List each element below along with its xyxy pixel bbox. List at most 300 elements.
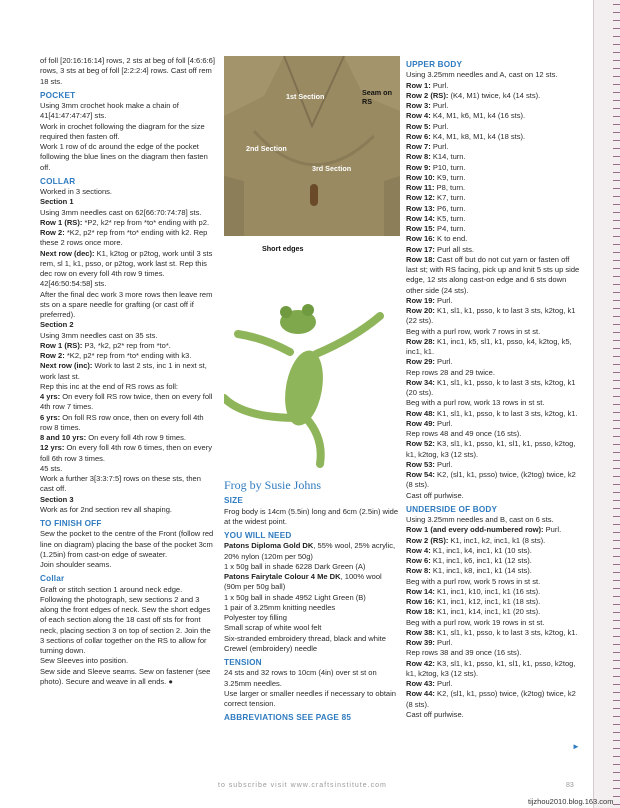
ruler-tick — [613, 404, 620, 405]
paragraph: Crewel (embroidery) needle — [224, 643, 318, 653]
pattern-row — [406, 587, 582, 597]
paragraph: Use larger or smaller needles if necessary to obtain correct tension. — [224, 688, 396, 708]
row-text: Cast off but do not cut yarn or fasten off last st; with RS facing, pick up and knit 5 sts up side edge, 12 sts along cast-on edge and 6 sts down other side (24 sts). — [406, 254, 580, 295]
ruler-tick — [613, 444, 620, 445]
ruler-tick — [613, 28, 620, 29]
ruler-tick — [613, 12, 620, 13]
paragraph: Beg with a purl row, work 5 rows in st st. — [406, 576, 541, 586]
row-label: Row 16: — [406, 597, 435, 606]
row-text: K2, (sl1, k1, psso) twice, (k2tog) twice, k2 (8 sts). — [406, 470, 576, 490]
paragraph: Beg with a purl row, work 13 rows in st st. — [406, 398, 545, 408]
row-label: Row 19: — [406, 295, 435, 305]
pattern-row — [40, 392, 216, 413]
ruler-tick — [613, 748, 620, 749]
row-text: , 100% wool (90m per 50g ball) — [224, 572, 382, 592]
paragraph: After the final dec work 3 more rows then leave rem sts on a spare needle for grafting (or cast off if preferred). — [40, 289, 213, 319]
row-text: Purl. — [434, 357, 453, 367]
row-label: Row 4: — [406, 545, 431, 555]
section-heading: SIZE — [224, 496, 243, 506]
label-short-edges: Short edges — [262, 244, 304, 253]
pattern-row — [406, 566, 582, 576]
ruler-tick — [613, 764, 620, 765]
ruler-tick — [613, 516, 620, 517]
pattern-row — [406, 460, 582, 470]
ruler-tick — [613, 172, 620, 173]
paragraph: Cast off purlwise. — [406, 490, 464, 500]
row-label: Row 49: — [406, 418, 435, 428]
frog-title: Frog by Susie Johns — [224, 478, 322, 492]
continue-arrow: ► — [572, 742, 580, 751]
section-heading: UNDERSIDE OF BODY — [406, 504, 498, 514]
paragraph: Worked in 3 sections. — [40, 187, 113, 196]
ruler-tick — [613, 612, 620, 613]
paragraph: of foll [20:16:16:14] rows, 2 sts at beg of foll [4:6:6:6] rows, 3 sts at beg of foll [2:2:2:4] rows. Cast off rem 18 sts. — [40, 56, 215, 86]
label-2nd-section: 2nd Section — [246, 144, 287, 153]
label-seam: Seam on RS — [362, 88, 392, 106]
row-text: Purl. — [434, 418, 453, 428]
ruler-tick — [613, 148, 620, 149]
label-1st-section: 1st Section — [286, 92, 325, 101]
row-text: Purl. — [434, 459, 453, 469]
row-label: Row 15: — [406, 224, 435, 233]
pattern-row — [406, 204, 582, 214]
row-text: K7, turn. — [434, 193, 466, 203]
ruler-tick — [613, 668, 620, 669]
row-label: Row 14: — [406, 586, 435, 596]
paragraph: Small scrap of white wool felt — [224, 623, 322, 633]
pattern-row — [406, 173, 582, 183]
paragraph: Work a further 3[3:3:7:5] rows on these sts, then cast off. — [40, 474, 201, 494]
ruler-tick — [613, 556, 620, 557]
row-label: Row 52: — [406, 439, 435, 449]
ruler-tick — [613, 772, 620, 773]
ruler-tick — [613, 44, 620, 45]
row-text: P4, turn. — [434, 224, 466, 233]
row-label: Row 5: — [406, 121, 431, 131]
measuring-ruler — [593, 0, 620, 808]
pattern-row — [406, 470, 582, 491]
ruler-tick — [613, 332, 620, 333]
ruler-tick — [613, 676, 620, 677]
ruler-tick — [613, 356, 620, 357]
ruler-tick — [613, 252, 620, 253]
ruler-tick — [613, 724, 620, 725]
ruler-tick — [613, 716, 620, 717]
row-text: K1, sl1, k1, psso, k to last 3 sts, k2tog, k1 (22 sts). — [406, 306, 576, 326]
ruler-tick — [613, 508, 620, 509]
row-text: K4, M1, k6, M1, k4 (16 sts). — [430, 111, 526, 121]
ruler-tick — [613, 212, 620, 213]
column-left — [40, 56, 216, 687]
ruler-tick — [613, 740, 620, 741]
row-label: Row 13: — [406, 203, 435, 213]
ruler-tick — [613, 68, 620, 69]
ruler-tick — [613, 92, 620, 93]
ruler-tick — [613, 116, 620, 117]
ruler-tick — [613, 236, 620, 237]
row-label: Row 3: — [406, 101, 431, 110]
ruler-tick — [613, 572, 620, 573]
ruler-tick — [613, 140, 620, 141]
row-text: K5, turn. — [434, 213, 466, 223]
ruler-tick — [613, 220, 620, 221]
sweater-photo — [224, 56, 400, 236]
row-text: Purl. — [430, 121, 449, 131]
ruler-tick — [613, 540, 620, 541]
pattern-row — [40, 341, 216, 351]
row-label: Row 44: — [406, 689, 435, 699]
ruler-tick — [613, 324, 620, 325]
row-label: 8 and 10 yrs: — [40, 433, 87, 442]
row-label: Patons Fairytale Colour 4 Me DK — [224, 572, 341, 581]
ruler-tick — [613, 604, 620, 605]
ruler-tick — [613, 708, 620, 709]
pattern-row — [406, 546, 582, 556]
ruler-tick — [613, 756, 620, 757]
row-text: On every foll 4th row 6 times, then on every foll 6th row 3 times. — [40, 443, 212, 463]
ruler-tick — [613, 340, 620, 341]
row-label: Row 2: — [40, 351, 65, 360]
row-label: Row 1 (RS): — [40, 340, 83, 350]
paragraph: Polyester toy filling — [224, 613, 287, 622]
row-text: K1, sl1, k1, psso, k to last 3 sts, k2tog, k1. — [434, 627, 578, 637]
ruler-tick — [613, 60, 620, 61]
ruler-tick — [613, 276, 620, 277]
row-label: Patons Diploma Gold DK — [224, 541, 314, 551]
row-text: On foll RS row once, then on every foll 4th row 8 times. — [40, 412, 204, 432]
ruler-tick — [613, 228, 620, 229]
row-text: K1, inc1, k12, inc1, k1 (18 sts). — [434, 597, 541, 606]
paragraph: Work 1 row of dc around the edge of the pocket following the blue lines on the diagram then fasten off. — [40, 142, 208, 172]
paragraph: Rep rows 48 and 49 once (16 sts). — [406, 429, 522, 438]
pattern-row — [406, 193, 582, 203]
row-text: K4, M1, k8, M1, k4 (18 sts). — [430, 131, 526, 141]
pattern-row — [406, 525, 582, 535]
label-3rd-section: 3rd Section — [312, 164, 352, 173]
row-label: Row 1 (and every odd-numbered row): — [406, 525, 544, 535]
row-text: K1, inc1, k6, inc1, k1 (12 sts). — [430, 556, 532, 565]
ruler-tick — [613, 124, 620, 125]
ruler-tick — [613, 100, 620, 101]
pattern-row — [40, 228, 216, 249]
row-label: Row 39: — [406, 638, 435, 647]
pattern-row — [406, 556, 582, 566]
ruler-tick — [613, 436, 620, 437]
row-label: Next row (inc): — [40, 361, 93, 371]
ruler-tick — [613, 636, 620, 637]
row-label: Row 18: — [406, 254, 435, 264]
row-text: K1, sl1, k1, psso, k to last 3 sts, k2tog, k1 (20 sts). — [406, 377, 576, 397]
paragraph: Sew side and Sleeve seams. Sew on fastener (see photo). Secure and weave in all ends. ● — [40, 666, 211, 686]
row-text: On every foll RS row twice, then on every foll 4th row 7 times. — [40, 392, 213, 412]
row-label: Row 29: — [406, 357, 435, 367]
paragraph: Frog body is 14cm (5.5in) long and 6cm (2.5in) wide at the widest point. — [224, 506, 399, 526]
pattern-row — [40, 443, 216, 464]
ruler-tick — [613, 524, 620, 525]
pattern-row — [406, 255, 582, 296]
paragraph: 24 sts and 32 rows to 10cm (4in) over st st on 3.25mm needles. — [224, 668, 377, 688]
ruler-tick — [613, 380, 620, 381]
ruler-tick — [613, 428, 620, 429]
ruler-tick — [613, 156, 620, 157]
row-label: Row 1 (RS): — [40, 217, 83, 227]
paragraph: 45 sts. — [40, 463, 63, 473]
paragraph: Using 3.25mm needles and B, cast on 6 sts. — [406, 515, 554, 524]
row-text: *P2, k2* rep from *to* ending with p2. — [82, 217, 210, 227]
row-text: *K2, p2* rep from *to* ending with k3. — [64, 351, 192, 360]
pattern-row — [406, 607, 582, 617]
row-label: Row 14: — [406, 213, 435, 223]
ruler-tick — [613, 780, 620, 781]
ruler-tick — [613, 532, 620, 533]
row-label: Row 6: — [406, 131, 431, 141]
paragraph: Using 3mm needles cast on 35 sts. — [40, 330, 158, 340]
ruler-tick — [613, 244, 620, 245]
row-text: P6, turn. — [434, 203, 466, 213]
ruler-tick — [613, 684, 620, 685]
row-label: Row 18: — [406, 607, 435, 617]
ruler-tick — [613, 580, 620, 581]
ruler-tick — [613, 468, 620, 469]
ruler-tick — [613, 460, 620, 461]
row-label: Row 12: — [406, 193, 435, 203]
row-label: Row 6: — [406, 556, 431, 565]
pattern-row — [406, 296, 582, 306]
pattern-row — [406, 111, 582, 121]
row-label: Row 2: — [40, 228, 65, 237]
pattern-row — [40, 249, 216, 290]
ruler-tick — [613, 284, 620, 285]
paragraph: Using 3.25mm needles and A, cast on 12 sts. — [406, 70, 558, 80]
row-label: Row 54: — [406, 470, 435, 479]
pattern-row — [406, 245, 582, 255]
row-label: 12 yrs: — [40, 443, 65, 453]
row-text: P8, turn. — [434, 183, 466, 192]
paragraph: Using 3mm crochet hook make a chain of 41[41:47:47:47] sts. — [40, 101, 179, 121]
pattern-row — [406, 419, 582, 429]
row-label: Row 9: — [406, 162, 431, 172]
ruler-tick — [613, 388, 620, 389]
row-label: Row 4: — [406, 111, 431, 121]
ruler-tick — [613, 644, 620, 645]
ruler-tick — [613, 84, 620, 85]
pattern-row — [406, 81, 582, 91]
row-label: Row 11: — [406, 183, 435, 192]
pattern-row — [406, 659, 582, 680]
ruler-tick — [613, 788, 620, 789]
column-right — [406, 56, 582, 720]
row-text: K3, sl1, k1, psso, k1, sl1, k1, psso, k2tog, k1, k2tog, k3 (12 sts). — [406, 658, 576, 678]
paragraph: Six-stranded embroidery thread, black and white — [224, 633, 386, 643]
row-text: Purl. — [430, 80, 449, 90]
ruler-tick — [613, 300, 620, 301]
ruler-tick — [613, 372, 620, 373]
ruler-tick — [613, 700, 620, 701]
pattern-row — [224, 541, 400, 562]
section-heading: UPPER BODY — [406, 60, 463, 69]
row-text: K2, (sl1, k1, psso) twice, (k2tog) twice, k2 (8 sts). — [406, 689, 576, 709]
ruler-tick — [613, 76, 620, 77]
row-text: Purl. — [430, 142, 449, 151]
ruler-tick — [613, 260, 620, 261]
ruler-tick — [613, 620, 620, 621]
pattern-row — [406, 357, 582, 367]
paragraph: 1 x 50g ball in shade 4952 Light Green (B) — [224, 592, 366, 602]
ruler-tick — [613, 52, 620, 53]
section-heading: YOU WILL NEED — [224, 531, 292, 540]
pattern-row — [40, 433, 216, 443]
ruler-tick — [613, 732, 620, 733]
pattern-row — [406, 638, 582, 648]
row-text: K1, inc1, k8, inc1, k1 (14 sts). — [430, 566, 532, 576]
paragraph: 1 pair of 3.25mm knitting needles — [224, 602, 336, 612]
paragraph: Sew Sleeves into position. — [40, 656, 129, 666]
row-label: Row 2 (RS): — [406, 535, 449, 545]
row-label: 6 yrs: — [40, 412, 61, 422]
row-text: K1, inc1, k10, inc1, k1 (16 sts). — [434, 586, 541, 596]
ruler-tick — [613, 348, 620, 349]
pattern-row — [40, 218, 216, 228]
row-label: Row 8: — [406, 566, 431, 576]
ruler-tick — [613, 652, 620, 653]
ruler-tick — [613, 412, 620, 413]
subsection-heading: Section 3 — [40, 494, 74, 504]
ruler-tick — [613, 492, 620, 493]
row-label: Row 8: — [406, 152, 431, 162]
ruler-tick — [613, 564, 620, 565]
pattern-row — [40, 351, 216, 361]
row-text: *K2, p2* rep from *to* ending with k2. Rep these 2 rows once more. — [40, 228, 208, 248]
row-label: Row 43: — [406, 679, 435, 688]
ruler-tick — [613, 452, 620, 453]
row-label: Row 53: — [406, 459, 435, 469]
paragraph: Rep rows 38 and 39 once (16 sts). — [406, 648, 522, 658]
pattern-row — [406, 628, 582, 638]
row-label: Row 10: — [406, 172, 435, 182]
paragraph: Beg with a purl row, work 7 rows in st st. — [406, 326, 541, 336]
row-label: Row 16: — [406, 234, 435, 244]
row-text: Purl. — [434, 638, 453, 647]
row-text: Purl. — [434, 295, 453, 305]
source-credit: tijzhou2010.blog.163.com — [528, 797, 614, 806]
row-text: K to end. — [434, 234, 468, 244]
pattern-row — [406, 132, 582, 142]
row-label: Row 7: — [406, 142, 431, 151]
row-text: On every foll 4th row 9 times. — [86, 433, 186, 442]
column-middle — [224, 480, 400, 724]
row-label: Row 42: — [406, 658, 435, 668]
frog-materials — [224, 496, 400, 723]
pattern-row — [406, 91, 582, 101]
section-heading: COLLAR — [40, 176, 76, 186]
ruler-tick — [613, 180, 620, 181]
ruler-tick — [613, 628, 620, 629]
paragraph: Cast off purlwise. — [406, 709, 464, 719]
row-text: K9, turn. — [434, 172, 466, 182]
ruler-tick — [613, 804, 620, 805]
ruler-tick — [613, 484, 620, 485]
section-heading: Collar — [40, 574, 65, 584]
ruler-tick — [613, 500, 620, 501]
row-label: Row 20: — [406, 306, 435, 315]
row-label: Row 38: — [406, 627, 435, 637]
paragraph: Rep this inc at the end of RS rows as foll: — [40, 381, 179, 391]
section-heading: ABBREVIATIONS SEE PAGE 85 — [224, 713, 352, 723]
paragraph: Graft or stitch section 1 around neck edge. Following the photograph, sew sections 2 and 3 along the front edges of neck. Sew the short edges of each section along the 18 cast off sts for front neck, placing section 3 on top of section 2. Join the 3 sections of collar together on the RS to allow for turning down. — [40, 584, 211, 655]
paragraph: Rep rows 28 and 29 twice. — [406, 367, 495, 377]
row-text: K14, turn. — [430, 152, 466, 162]
paragraph: Sew the pocket to the centre of the Front (follow red line on diagram) placing the base of the pocket 3cm (1.25in) from cast-on edge of sweater. — [40, 529, 214, 559]
ruler-tick — [613, 548, 620, 549]
row-text: Work to last 2 sts, inc 1 in next st, work last st. — [40, 361, 207, 381]
paragraph: Using 3mm needles cast on 62[66:70:74:78] sts. — [40, 207, 202, 217]
pattern-row — [224, 572, 400, 593]
ruler-tick — [613, 268, 620, 269]
ruler-tick — [613, 692, 620, 693]
row-text: K3, sl1, k1, psso, k1, sl1, k1, psso, k2tog, k1, k2tog, k3 (12 sts). — [406, 439, 576, 459]
paragraph: Work as for 2nd section rev all shaping. — [40, 504, 172, 514]
pattern-row — [406, 152, 582, 162]
row-text: K1, inc1, k14, inc1, k1 (20 sts). — [434, 607, 541, 617]
ruler-tick — [613, 132, 620, 133]
row-text: (K4, M1) twice, k4 (14 sts). — [448, 90, 541, 100]
section-heading: POCKET — [40, 90, 76, 100]
paragraph: Beg with a purl row, work 19 rows in st st. — [406, 617, 545, 627]
row-label: Row 17: — [406, 244, 435, 254]
subsection-heading: Section 1 — [40, 197, 74, 207]
pattern-row — [406, 378, 582, 399]
ruler-tick — [613, 396, 620, 397]
pattern-row — [406, 409, 582, 419]
row-label: Row 28: — [406, 336, 435, 346]
ruler-tick — [613, 364, 620, 365]
row-label: Next row (dec): — [40, 248, 95, 258]
row-label: Row 1: — [406, 80, 431, 90]
section-heading: TENSION — [224, 658, 262, 667]
ruler-tick — [613, 164, 620, 165]
pattern-row — [406, 234, 582, 244]
pattern-row — [406, 183, 582, 193]
ruler-tick — [613, 308, 620, 309]
ruler-tick — [613, 4, 620, 5]
paragraph: Join shoulder seams. — [40, 560, 112, 569]
ruler-tick — [613, 796, 620, 797]
ruler-tick — [613, 204, 620, 205]
ruler-tick — [613, 20, 620, 21]
pattern-row — [406, 101, 582, 111]
subsection-heading: Section 2 — [40, 320, 74, 330]
pattern-row — [406, 142, 582, 152]
pattern-row — [406, 306, 582, 327]
ruler-tick — [613, 420, 620, 421]
pattern-row — [406, 214, 582, 224]
ruler-tick — [613, 196, 620, 197]
pattern-row — [406, 679, 582, 689]
row-text: Purl all sts. — [434, 244, 474, 254]
row-label: 4 yrs: — [40, 392, 61, 401]
ruler-tick — [613, 596, 620, 597]
paragraph: Work in crochet following the diagram for the size required then fasten off. — [40, 121, 205, 141]
paragraph: 1 x 50g ball in shade 6228 Dark Green (A) — [224, 561, 366, 571]
pattern-row — [406, 536, 582, 546]
row-label: Row 48: — [406, 408, 435, 418]
row-text: K1, inc1, k2, inc1, k1 (8 sts). — [448, 535, 546, 545]
pattern-row — [406, 597, 582, 607]
row-text: Purl. — [434, 679, 453, 688]
row-text: P3, *k2, p2* rep from *to*. — [82, 340, 171, 350]
row-text: , 55% wool, 25% acrylic, 20% nylon (120m per 50g) — [224, 541, 396, 561]
pattern-row — [406, 689, 582, 710]
